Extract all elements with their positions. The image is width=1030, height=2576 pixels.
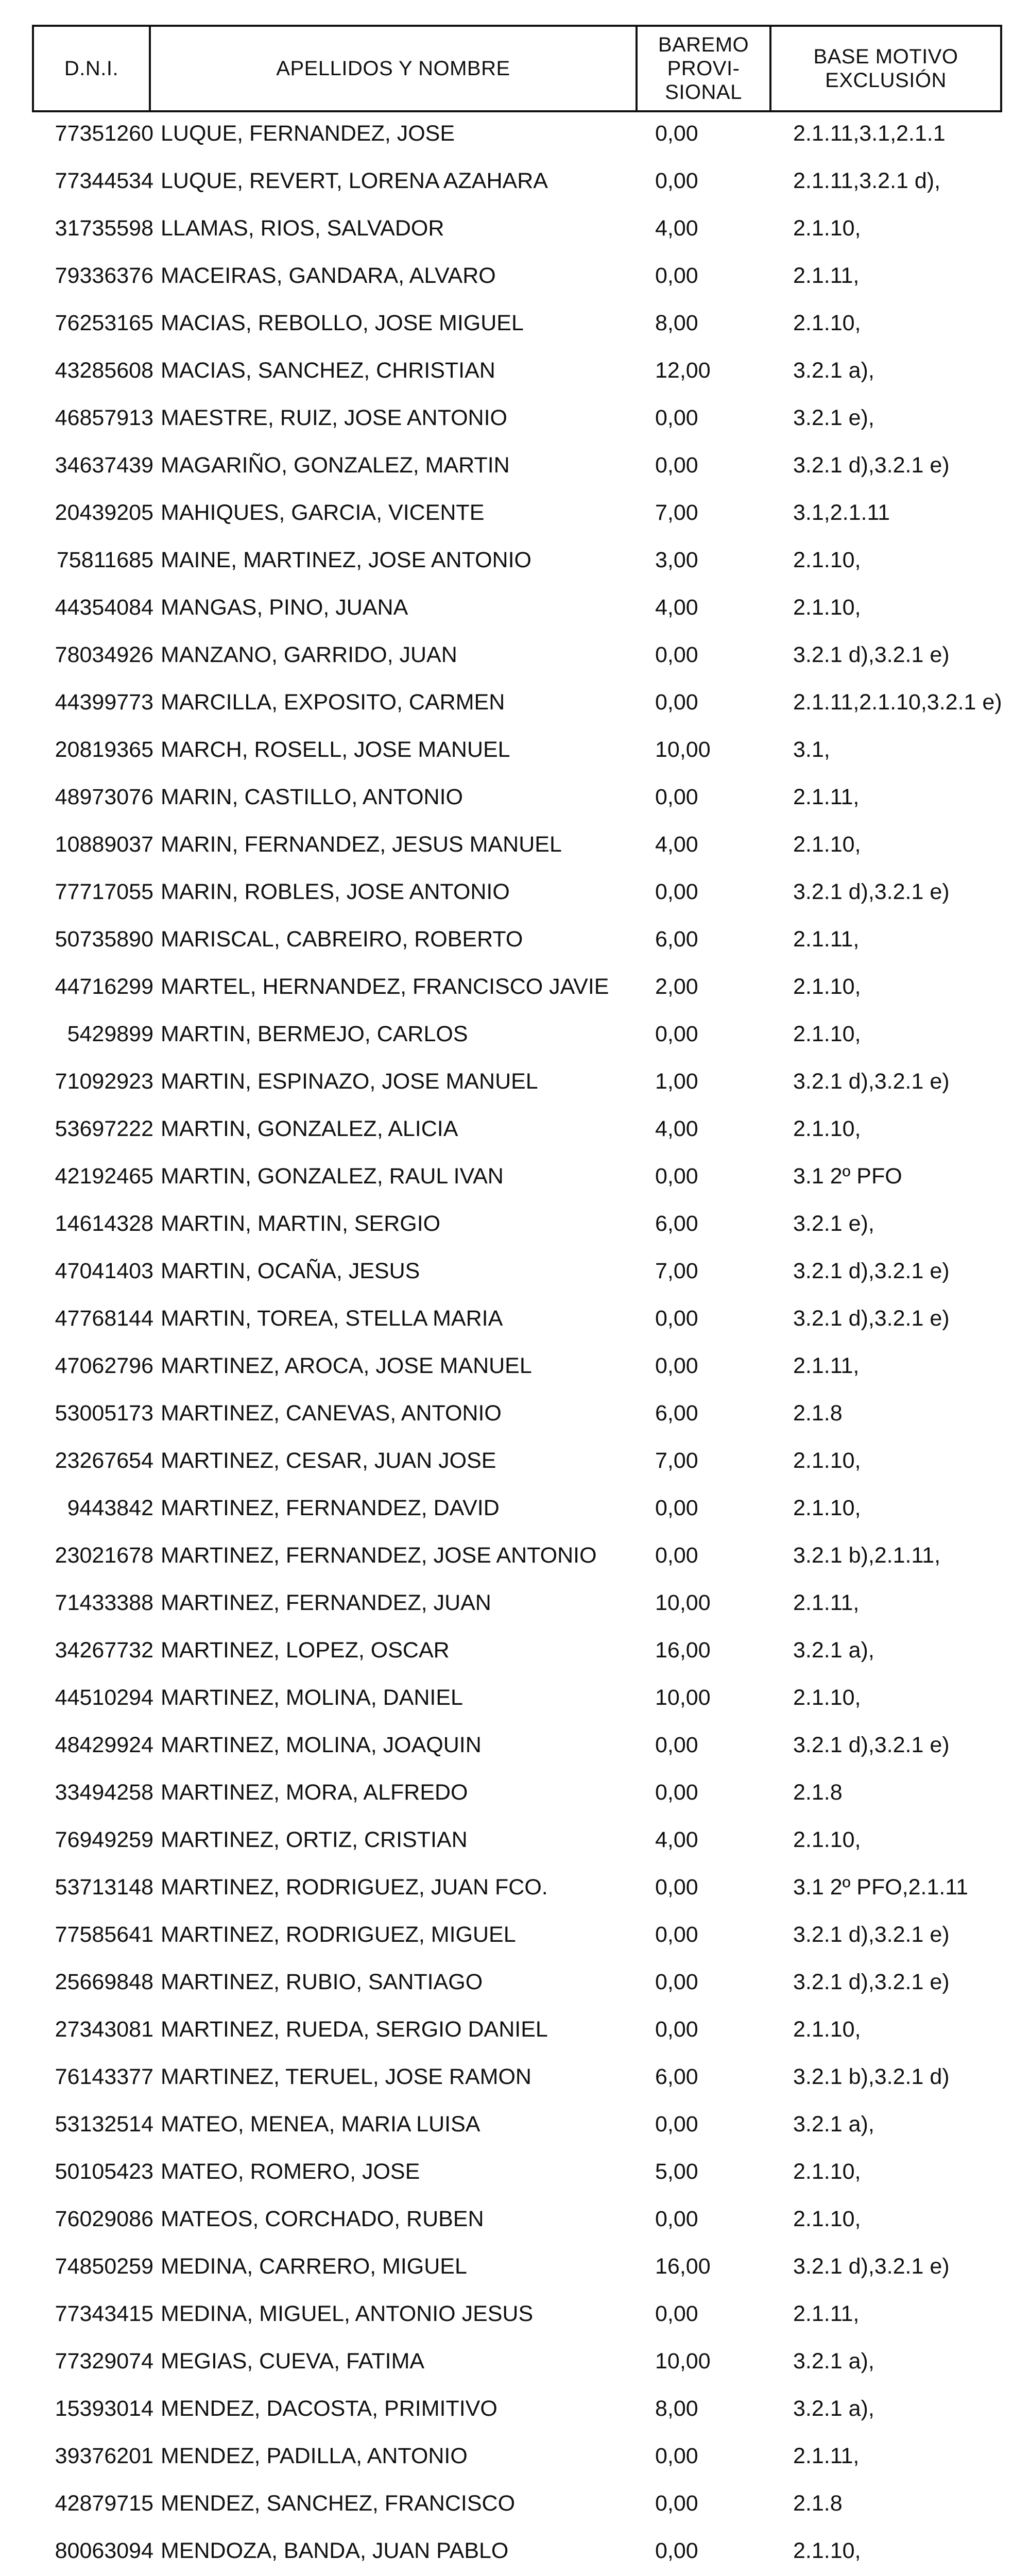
baremo-cell: 10,00 <box>655 737 711 762</box>
table-row <box>0 2100 1030 2147</box>
base-cell: 3.2.1 a), <box>793 2112 874 2137</box>
table-row <box>0 1010 1030 1057</box>
base-cell: 3.2.1 a), <box>793 1638 874 1663</box>
baremo-cell: 0,00 <box>655 1164 698 1189</box>
baremo-cell: 0,00 <box>655 121 698 146</box>
table-row <box>0 915 1030 962</box>
dni-cell: 47062796 <box>55 1353 153 1378</box>
dni-cell: 74850259 <box>55 2254 153 2279</box>
table-row <box>0 1105 1030 1152</box>
name-cell: MEGIAS, CUEVA, FATIMA <box>161 2349 425 2374</box>
baremo-cell: 12,00 <box>655 358 711 383</box>
header-baremo-line: BAREMO <box>658 33 749 56</box>
dni-cell: 39376201 <box>55 2444 153 2468</box>
dni-cell: 20439205 <box>55 500 153 525</box>
dni-cell: 77343415 <box>55 2301 153 2326</box>
baremo-cell: 0,00 <box>655 1496 698 1520</box>
table-row <box>0 394 1030 441</box>
table-row <box>0 204 1030 251</box>
table-row <box>0 1484 1030 1531</box>
dni-cell: 44399773 <box>55 690 153 715</box>
baremo-cell: 6,00 <box>655 1211 698 1236</box>
table-row <box>0 820 1030 868</box>
base-cell: 3.1 2º PFO,2.1.11 <box>793 1875 968 1900</box>
base-cell: 3.2.1 b),2.1.11, <box>793 1543 941 1568</box>
table-row <box>0 1816 1030 1863</box>
baremo-cell: 10,00 <box>655 1590 711 1615</box>
base-cell: 2.1.11,3.1,2.1.1 <box>793 121 946 146</box>
table-row <box>0 1389 1030 1436</box>
name-cell: MACEIRAS, GANDARA, ALVARO <box>161 263 496 288</box>
dni-cell: 48429924 <box>55 1733 153 1757</box>
dni-cell: 77585641 <box>55 1922 153 1947</box>
dni-cell: 23267654 <box>55 1448 153 1473</box>
table-row <box>0 2195 1030 2242</box>
name-cell: MARTIN, MARTIN, SERGIO <box>161 1211 441 1236</box>
name-cell: MAHIQUES, GARCIA, VICENTE <box>161 500 485 525</box>
name-cell: MARTINEZ, TERUEL, JOSE RAMON <box>161 2064 531 2089</box>
dni-cell: 76029086 <box>55 2207 153 2231</box>
baremo-cell: 6,00 <box>655 927 698 952</box>
base-cell: 2.1.10, <box>793 1116 861 1141</box>
baremo-cell: 4,00 <box>655 1116 698 1141</box>
base-cell: 3.2.1 d),3.2.1 e) <box>793 2254 950 2279</box>
name-cell: MARTIN, BERMEJO, CARLOS <box>161 1022 468 1046</box>
base-cell: 3.2.1 e), <box>793 1211 874 1236</box>
baremo-cell: 0,00 <box>655 1780 698 1805</box>
base-cell: 3.2.1 d),3.2.1 e) <box>793 1970 950 1994</box>
dni-cell: 53697222 <box>55 1116 153 1141</box>
name-cell: MACIAS, SANCHEZ, CHRISTIAN <box>161 358 495 383</box>
base-cell: 2.1.10, <box>793 1448 861 1473</box>
table-row <box>0 1247 1030 1294</box>
base-cell: 3.2.1 e), <box>793 405 874 430</box>
table-row <box>0 1626 1030 1673</box>
table-row <box>0 1294 1030 1342</box>
name-cell: MARTINEZ, AROCA, JOSE MANUEL <box>161 1353 532 1378</box>
dni-cell: 79336376 <box>55 263 153 288</box>
table-row <box>0 773 1030 820</box>
header-name <box>151 27 638 110</box>
dni-cell: 25669848 <box>55 1970 153 1994</box>
table-row <box>0 631 1030 678</box>
name-cell: MARTINEZ, RODRIGUEZ, MIGUEL <box>161 1922 516 1947</box>
base-cell: 2.1.10, <box>793 832 861 857</box>
base-cell: 3.2.1 d),3.2.1 e) <box>793 1922 950 1947</box>
base-cell: 3.2.1 d),3.2.1 e) <box>793 642 950 667</box>
name-cell: MAINE, MARTINEZ, JOSE ANTONIO <box>161 548 531 572</box>
baremo-cell: 0,00 <box>655 2491 698 2516</box>
table-body <box>0 109 1030 2576</box>
name-cell: LLAMAS, RIOS, SALVADOR <box>161 216 444 241</box>
base-cell: 3.2.1 b),3.2.1 d) <box>793 2064 950 2089</box>
dni-cell: 44716299 <box>55 974 153 999</box>
name-cell: MENDEZ, DACOSTA, PRIMITIVO <box>161 2396 497 2421</box>
base-cell: 2.1.10, <box>793 2017 861 2042</box>
base-cell: 2.1.11, <box>793 2444 860 2468</box>
base-cell: 3.2.1 d),3.2.1 e) <box>793 453 950 478</box>
dni-cell: 53005173 <box>55 1401 153 1426</box>
base-cell: 2.1.11, <box>793 1590 860 1615</box>
dni-cell: 15393014 <box>55 2396 153 2421</box>
baremo-cell: 0,00 <box>655 1922 698 1947</box>
table-row <box>0 1768 1030 1816</box>
name-cell: MARTEL, HERNANDEZ, FRANCISCO JAVIE <box>161 974 609 999</box>
baremo-cell: 6,00 <box>655 1401 698 1426</box>
dni-cell: 77351260 <box>55 121 153 146</box>
baremo-cell: 0,00 <box>655 1733 698 1757</box>
name-cell: MANGAS, PINO, JUANA <box>161 595 408 620</box>
table-row <box>0 2242 1030 2290</box>
dni-cell: 34267732 <box>55 1638 153 1663</box>
dni-cell: 77717055 <box>55 879 153 904</box>
base-cell: 2.1.11, <box>793 1353 860 1378</box>
table-row <box>0 346 1030 394</box>
name-cell: MARCH, ROSELL, JOSE MANUEL <box>161 737 510 762</box>
baremo-cell: 0,00 <box>655 2017 698 2042</box>
base-cell: 2.1.11, <box>793 2301 860 2326</box>
name-cell: LUQUE, REVERT, LORENA AZAHARA <box>161 168 548 193</box>
baremo-cell: 0,00 <box>655 1353 698 1378</box>
table-row <box>0 1199 1030 1247</box>
dni-cell: 53713148 <box>55 1875 153 1900</box>
base-cell: 2.1.10, <box>793 1827 861 1852</box>
name-cell: MANZANO, GARRIDO, JUAN <box>161 642 457 667</box>
name-cell: MATEOS, CORCHADO, RUBEN <box>161 2207 484 2231</box>
header-base-line: BASE MOTIVO <box>813 45 958 68</box>
name-cell: MARTINEZ, RUEDA, SERGIO DANIEL <box>161 2017 548 2042</box>
table-row <box>0 1673 1030 1721</box>
baremo-cell: 0,00 <box>655 785 698 809</box>
header-dni-label: D.N.I. <box>64 57 119 80</box>
baremo-cell: 0,00 <box>655 2301 698 2326</box>
baremo-cell: 7,00 <box>655 1259 698 1283</box>
name-cell: MARIN, ROBLES, JOSE ANTONIO <box>161 879 510 904</box>
dni-cell: 42879715 <box>55 2491 153 2516</box>
baremo-cell: 0,00 <box>655 2444 698 2468</box>
table-row <box>0 2574 1030 2576</box>
base-cell: 3.1,2.1.11 <box>793 500 890 525</box>
name-cell: MARTINEZ, CANEVAS, ANTONIO <box>161 1401 502 1426</box>
dni-cell: 48973076 <box>55 785 153 809</box>
base-cell: 2.1.10, <box>793 311 861 335</box>
baremo-cell: 16,00 <box>655 2254 711 2279</box>
table-row <box>0 1436 1030 1484</box>
name-cell: MEDINA, MIGUEL, ANTONIO JESUS <box>161 2301 534 2326</box>
name-cell: MARIN, CASTILLO, ANTONIO <box>161 785 463 809</box>
name-cell: MARTINEZ, MOLINA, DANIEL <box>161 1685 463 1710</box>
baremo-cell: 5,00 <box>655 2159 698 2184</box>
header-name-label: APELLIDOS Y NOMBRE <box>276 57 510 80</box>
baremo-cell: 0,00 <box>655 1875 698 1900</box>
base-cell: 2.1.10, <box>793 1022 861 1046</box>
table-row <box>0 1531 1030 1579</box>
name-cell: MATEO, MENEA, MARIA LUISA <box>161 2112 480 2137</box>
name-cell: MACIAS, REBOLLO, JOSE MIGUEL <box>161 311 524 335</box>
name-cell: MARTIN, ESPINAZO, JOSE MANUEL <box>161 1069 538 1094</box>
table-header <box>32 25 1002 112</box>
header-baremo-line: SIONAL <box>665 81 742 104</box>
base-cell: 2.1.10, <box>793 1685 861 1710</box>
dni-cell: 71092923 <box>55 1069 153 1094</box>
dni-cell: 50105423 <box>55 2159 153 2184</box>
name-cell: MARTINEZ, MOLINA, JOAQUIN <box>161 1733 482 1757</box>
name-cell: MARISCAL, CABREIRO, ROBERTO <box>161 927 523 952</box>
baremo-cell: 7,00 <box>655 1448 698 1473</box>
table-row <box>0 2005 1030 2053</box>
table-row <box>0 2384 1030 2432</box>
name-cell: MARTIN, GONZALEZ, ALICIA <box>161 1116 458 1141</box>
name-cell: MARTINEZ, ORTIZ, CRISTIAN <box>161 1827 468 1852</box>
table-row <box>0 2053 1030 2100</box>
name-cell: LUQUE, FERNANDEZ, JOSE <box>161 121 455 146</box>
base-cell: 3.2.1 a), <box>793 2349 874 2374</box>
base-cell: 2.1.8 <box>793 2491 843 2516</box>
dni-cell: 43285608 <box>55 358 153 383</box>
dni-cell: 5429899 <box>67 1022 153 1046</box>
baremo-cell: 0,00 <box>655 405 698 430</box>
name-cell: MARTIN, TOREA, STELLA MARIA <box>161 1306 503 1331</box>
baremo-cell: 4,00 <box>655 1827 698 1852</box>
baremo-cell: 3,00 <box>655 548 698 572</box>
header-base-line: EXCLUSIÓN <box>825 69 947 92</box>
baremo-cell: 0,00 <box>655 1306 698 1331</box>
dni-cell: 23021678 <box>55 1543 153 1568</box>
name-cell: MENDOZA, BANDA, JUAN PABLO <box>161 2538 509 2563</box>
dni-cell: 44354084 <box>55 595 153 620</box>
base-cell: 2.1.11, <box>793 927 860 952</box>
dni-cell: 50735890 <box>55 927 153 952</box>
table-row <box>0 678 1030 725</box>
name-cell: MARTIN, GONZALEZ, RAUL IVAN <box>161 1164 504 1189</box>
table-row <box>0 962 1030 1010</box>
table-row <box>0 299 1030 346</box>
name-cell: MEDINA, CARRERO, MIGUEL <box>161 2254 467 2279</box>
dni-cell: 78034926 <box>55 642 153 667</box>
baremo-cell: 2,00 <box>655 974 698 999</box>
name-cell: MARTINEZ, RODRIGUEZ, JUAN FCO. <box>161 1875 548 1900</box>
baremo-cell: 7,00 <box>655 500 698 525</box>
dni-cell: 14614328 <box>55 1211 153 1236</box>
base-cell: 3.2.1 d),3.2.1 e) <box>793 1306 950 1331</box>
table-row <box>0 583 1030 631</box>
base-cell: 2.1.10, <box>793 2159 861 2184</box>
base-cell: 2.1.11, <box>793 263 860 288</box>
dni-cell: 76253165 <box>55 311 153 335</box>
dni-cell: 47768144 <box>55 1306 153 1331</box>
base-cell: 2.1.10, <box>793 595 861 620</box>
table-row <box>0 868 1030 915</box>
table-row <box>0 2527 1030 2574</box>
dni-cell: 31735598 <box>55 216 153 241</box>
baremo-cell: 10,00 <box>655 2349 711 2374</box>
table-row <box>0 109 1030 157</box>
dni-cell: 47041403 <box>55 1259 153 1283</box>
baremo-cell: 1,00 <box>655 1069 698 1094</box>
header-baremo-line: PROVI- <box>667 57 740 80</box>
baremo-cell: 0,00 <box>655 2112 698 2137</box>
table-row <box>0 441 1030 488</box>
name-cell: MARTIN, OCAÑA, JESUS <box>161 1259 420 1283</box>
name-cell: MARCILLA, EXPOSITO, CARMEN <box>161 690 505 715</box>
dni-cell: 10889037 <box>55 832 153 857</box>
dni-cell: 76143377 <box>55 2064 153 2089</box>
name-cell: MENDEZ, PADILLA, ANTONIO <box>161 2444 468 2468</box>
dni-cell: 9443842 <box>67 1496 153 1520</box>
baremo-cell: 0,00 <box>655 453 698 478</box>
table-row <box>0 2290 1030 2337</box>
name-cell: MARTINEZ, FERNANDEZ, JOSE ANTONIO <box>161 1543 597 1568</box>
base-cell: 3.2.1 d),3.2.1 e) <box>793 1259 950 1283</box>
baremo-cell: 0,00 <box>655 879 698 904</box>
base-cell: 2.1.10, <box>793 974 861 999</box>
name-cell: MENDEZ, SANCHEZ, FRANCISCO <box>161 2491 516 2516</box>
dni-cell: 42192465 <box>55 1164 153 1189</box>
table-row <box>0 1910 1030 1958</box>
dni-cell: 20819365 <box>55 737 153 762</box>
base-cell: 2.1.11,2.1.10,3.2.1 e) <box>793 690 1002 715</box>
baremo-cell: 0,00 <box>655 2207 698 2231</box>
table-row <box>0 1958 1030 2005</box>
dni-cell: 77329074 <box>55 2349 153 2374</box>
baremo-cell: 4,00 <box>655 832 698 857</box>
baremo-cell: 10,00 <box>655 1685 711 1710</box>
baremo-cell: 16,00 <box>655 1638 711 1663</box>
baremo-cell: 8,00 <box>655 311 698 335</box>
header-base <box>771 27 1000 110</box>
name-cell: MARTINEZ, MORA, ALFREDO <box>161 1780 468 1805</box>
dni-cell: 34637439 <box>55 453 153 478</box>
name-cell: MARTINEZ, FERNANDEZ, JUAN <box>161 1590 491 1615</box>
base-cell: 2.1.10, <box>793 216 861 241</box>
dni-cell: 44510294 <box>55 1685 153 1710</box>
base-cell: 2.1.10, <box>793 548 861 572</box>
table-row <box>0 251 1030 299</box>
baremo-cell: 0,00 <box>655 642 698 667</box>
table-row <box>0 1342 1030 1389</box>
base-cell: 3.2.1 d),3.2.1 e) <box>793 879 950 904</box>
dni-cell: 75811685 <box>56 548 153 572</box>
table-row <box>0 1863 1030 1910</box>
table-row <box>0 536 1030 583</box>
name-cell: MARIN, FERNANDEZ, JESUS MANUEL <box>161 832 562 857</box>
table-row <box>0 1057 1030 1105</box>
baremo-cell: 0,00 <box>655 690 698 715</box>
dni-cell: 27343081 <box>55 2017 153 2042</box>
table-row <box>0 157 1030 204</box>
dni-cell: 71433388 <box>55 1590 153 1615</box>
dni-cell: 46857913 <box>55 405 153 430</box>
base-cell: 2.1.11,3.2.1 d), <box>793 168 941 193</box>
header-baremo <box>638 27 771 110</box>
name-cell: MATEO, ROMERO, JOSE <box>161 2159 420 2184</box>
base-cell: 3.1 2º PFO <box>793 1164 902 1189</box>
name-cell: MARTINEZ, FERNANDEZ, DAVID <box>161 1496 500 1520</box>
dni-cell: 33494258 <box>55 1780 153 1805</box>
base-cell: 2.1.8 <box>793 1401 843 1426</box>
dni-cell: 77344534 <box>55 168 153 193</box>
base-cell: 2.1.10, <box>793 2538 861 2563</box>
baremo-cell: 0,00 <box>655 168 698 193</box>
base-cell: 3.2.1 a), <box>793 358 874 383</box>
dni-cell: 53132514 <box>55 2112 153 2137</box>
base-cell: 2.1.8 <box>793 1780 843 1805</box>
table-row <box>0 488 1030 536</box>
name-cell: MARTINEZ, LOPEZ, OSCAR <box>161 1638 450 1663</box>
baremo-cell: 4,00 <box>655 216 698 241</box>
base-cell: 2.1.11, <box>793 785 860 809</box>
name-cell: MARTINEZ, CESAR, JUAN JOSE <box>161 1448 496 1473</box>
table-row <box>0 2147 1030 2195</box>
baremo-cell: 0,00 <box>655 1543 698 1568</box>
baremo-cell: 0,00 <box>655 1970 698 1994</box>
name-cell: MARTINEZ, RUBIO, SANTIAGO <box>161 1970 483 1994</box>
base-cell: 3.1, <box>793 737 830 762</box>
baremo-cell: 0,00 <box>655 263 698 288</box>
baremo-cell: 0,00 <box>655 2538 698 2563</box>
baremo-cell: 0,00 <box>655 1022 698 1046</box>
base-cell: 3.2.1 d),3.2.1 e) <box>793 1069 950 1094</box>
header-dni <box>34 27 151 110</box>
base-cell: 2.1.10, <box>793 2207 861 2231</box>
table-row <box>0 2432 1030 2479</box>
baremo-cell: 4,00 <box>655 595 698 620</box>
baremo-cell: 8,00 <box>655 2396 698 2421</box>
base-cell: 3.2.1 d),3.2.1 e) <box>793 1733 950 1757</box>
dni-cell: 76949259 <box>55 1827 153 1852</box>
table-row <box>0 1152 1030 1199</box>
name-cell: MAGARIÑO, GONZALEZ, MARTIN <box>161 453 510 478</box>
table-row <box>0 1579 1030 1626</box>
name-cell: MAESTRE, RUIZ, JOSE ANTONIO <box>161 405 507 430</box>
base-cell: 3.2.1 a), <box>793 2396 874 2421</box>
table-row <box>0 2337 1030 2384</box>
table-row <box>0 2479 1030 2527</box>
dni-cell: 80063094 <box>55 2538 153 2563</box>
table-row <box>0 725 1030 773</box>
base-cell: 2.1.10, <box>793 1496 861 1520</box>
baremo-cell: 6,00 <box>655 2064 698 2089</box>
table-row <box>0 1721 1030 1768</box>
